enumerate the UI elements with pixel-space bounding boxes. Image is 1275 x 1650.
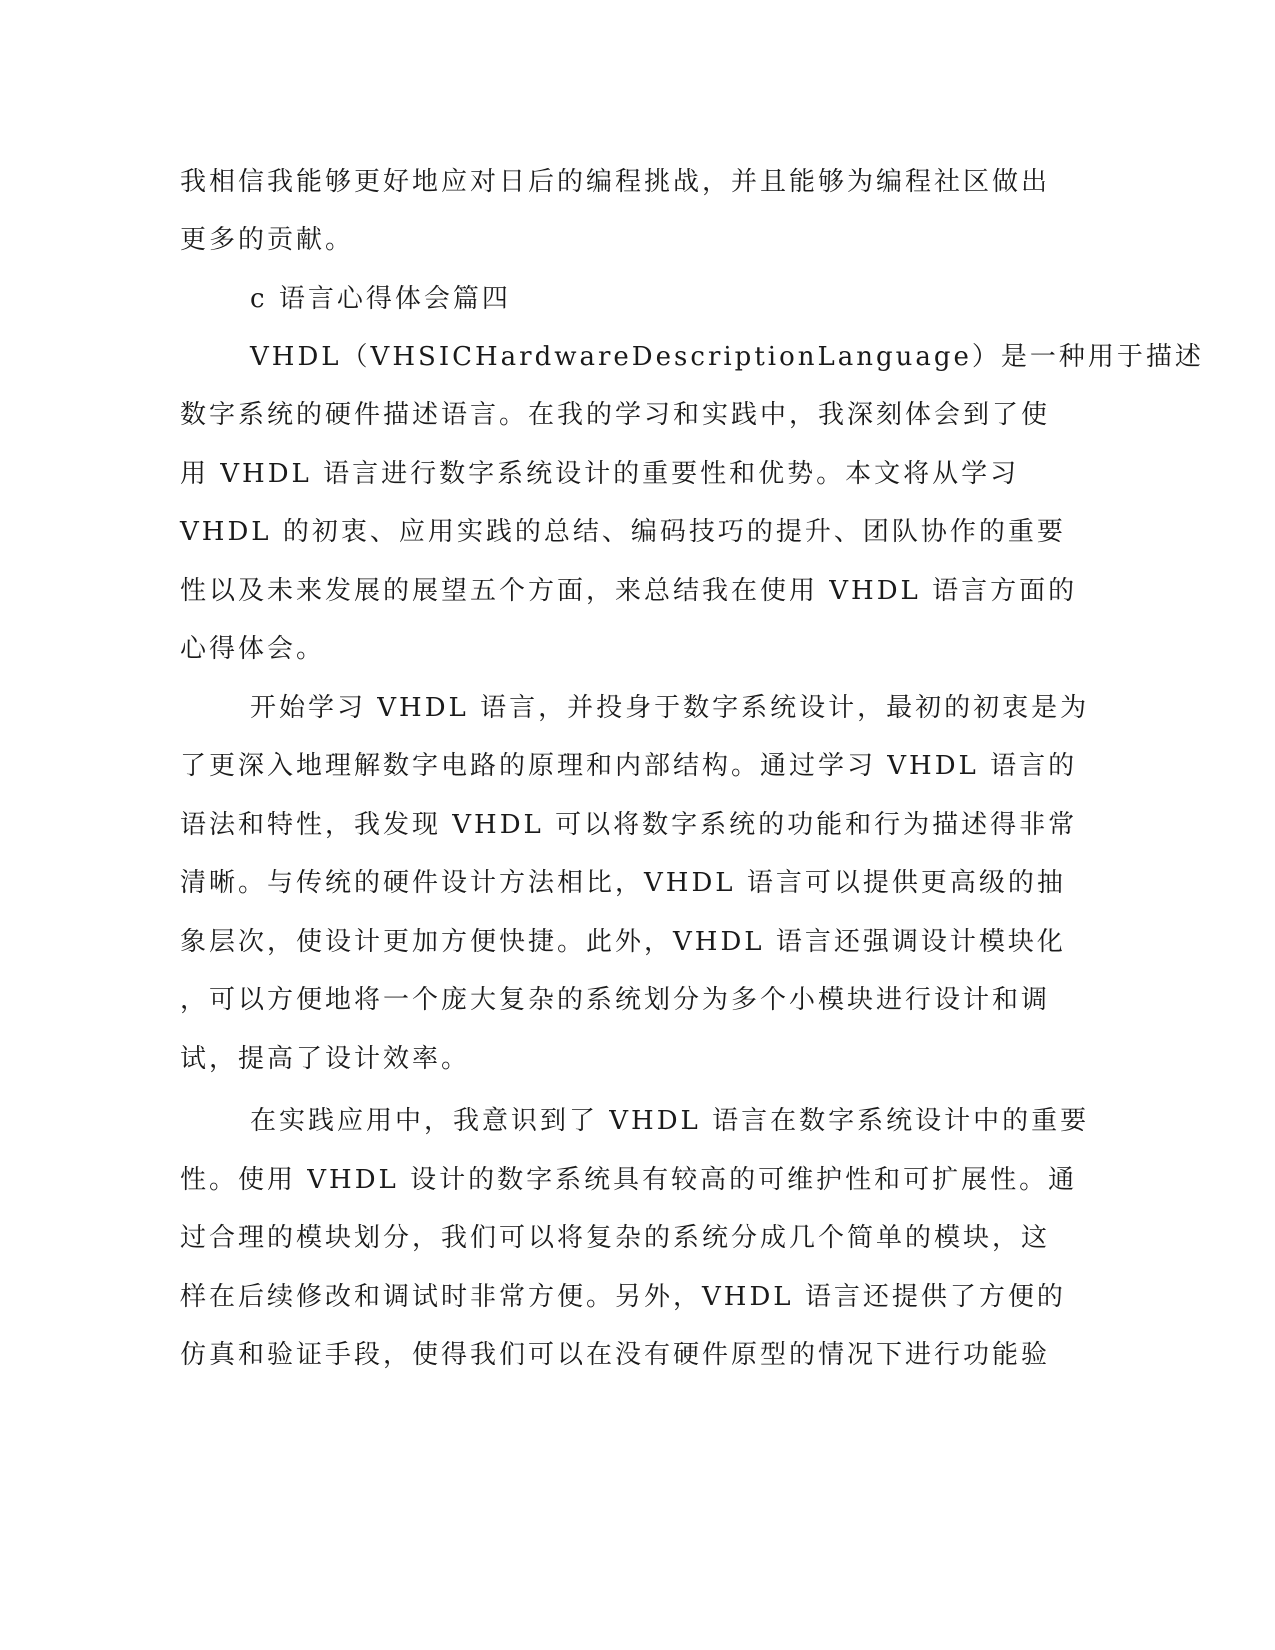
text-line: ，可以方便地将一个庞大复杂的系统划分为多个小模块进行设计和调 bbox=[180, 985, 1051, 1015]
text-line: 用 VHDL 语言进行数字系统设计的重要性和优势。本文将从学习 bbox=[180, 459, 1020, 489]
text-line: 清晰。与传统的硬件设计方法相比，VHDL 语言可以提供更高级的抽 bbox=[180, 868, 1066, 898]
text-line: 数字系统的硬件描述语言。在我的学习和实践中，我深刻体会到了使 bbox=[180, 400, 1051, 430]
text-line: 在实践应用中，我意识到了 VHDL 语言在数字系统设计中的重要 bbox=[250, 1106, 1090, 1136]
text-line: VHDL（VHSICHardwareDescriptionLanguage）是一种用于描述 bbox=[250, 342, 1204, 372]
section-heading: c 语言心得体会篇四 bbox=[250, 284, 511, 314]
text-line: 过合理的模块划分，我们可以将复杂的系统分成几个简单的模块，这 bbox=[180, 1223, 1051, 1253]
text-line: 试，提高了设计效率。 bbox=[180, 1044, 471, 1074]
text-line: 语法和特性，我发现 VHDL 可以将数字系统的功能和行为描述得非常 bbox=[180, 810, 1078, 840]
text-line: 样在后续修改和调试时非常方便。另外，VHDL 语言还提供了方便的 bbox=[180, 1282, 1066, 1312]
text-line: 了更深入地理解数字电路的原理和内部结构。通过学习 VHDL 语言的 bbox=[180, 751, 1078, 781]
text-line: 性以及未来发展的展望五个方面，来总结我在使用 VHDL 语言方面的 bbox=[180, 576, 1078, 606]
text-line: 我相信我能够更好地应对日后的编程挑战，并且能够为编程社区做出 bbox=[180, 167, 1051, 197]
text-line: 心得体会。 bbox=[180, 634, 326, 664]
text-line: 象层次，使设计更加方便快捷。此外，VHDL 语言还强调设计模块化 bbox=[180, 927, 1066, 957]
text-line: 开始学习 VHDL 语言，并投身于数字系统设计，最初的初衷是为 bbox=[250, 693, 1090, 723]
text-line: VHDL 的初衷、应用实践的总结、编码技巧的提升、团队协作的重要 bbox=[180, 517, 1066, 547]
text-line: 仿真和验证手段，使得我们可以在没有硬件原型的情况下进行功能验 bbox=[180, 1340, 1051, 1370]
text-line: 更多的贡献。 bbox=[180, 225, 355, 255]
text-line: 性。使用 VHDL 设计的数字系统具有较高的可维护性和可扩展性。通 bbox=[180, 1165, 1078, 1195]
